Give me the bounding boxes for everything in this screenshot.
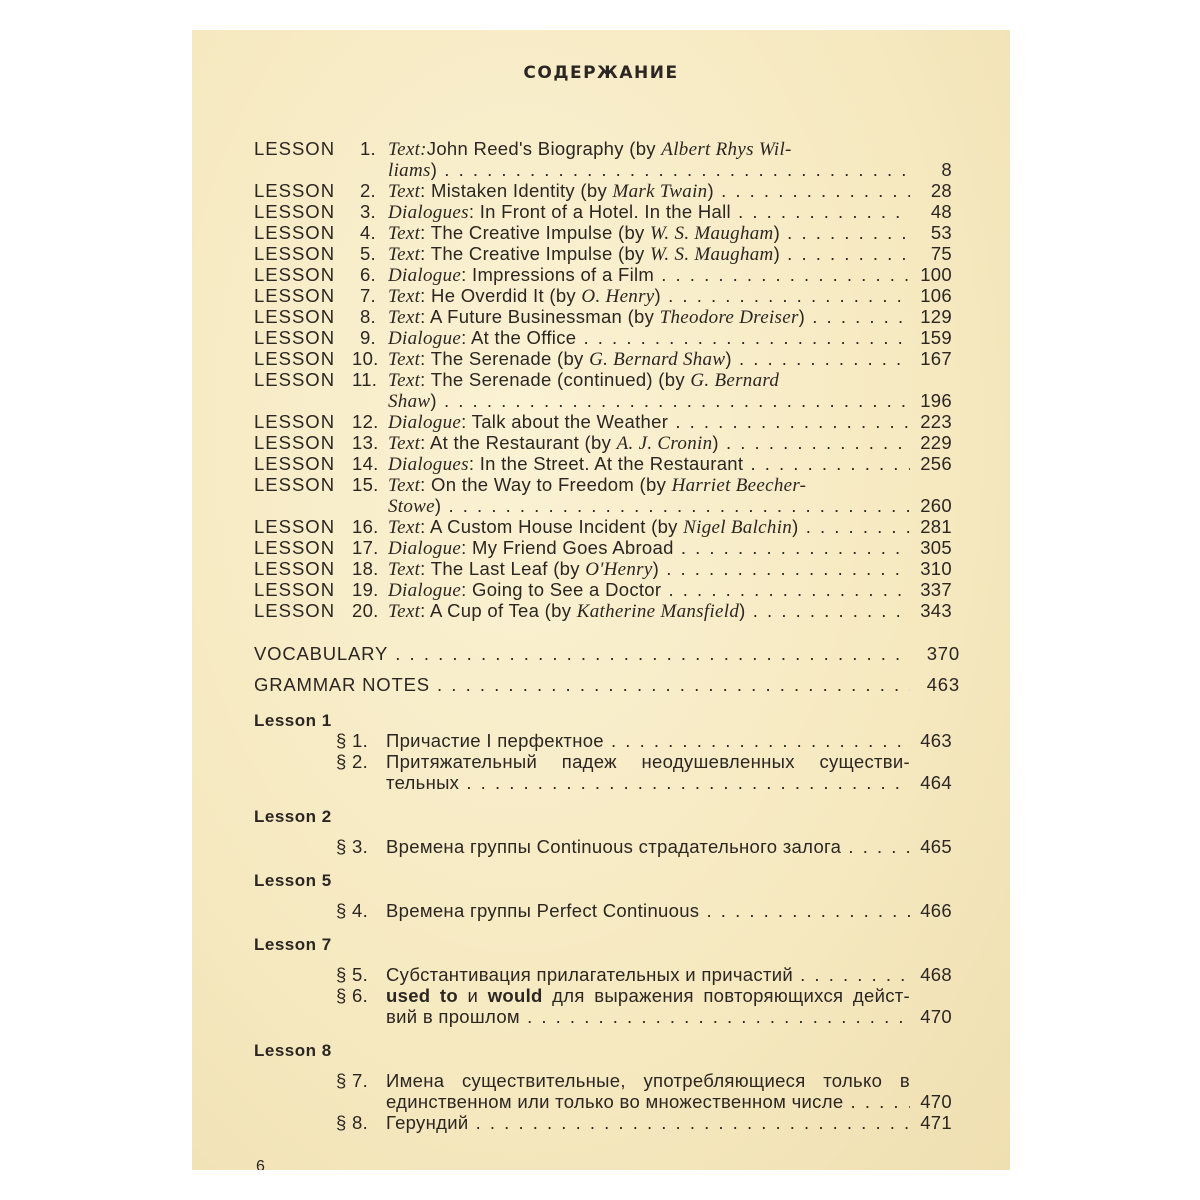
- lesson-entry[interactable]: [192, 306, 1010, 328]
- lesson-entry[interactable]: [192, 348, 1010, 370]
- lesson-label: LESSON: [254, 306, 336, 327]
- page-title: СОДЕРЖАНИЕ: [523, 63, 679, 83]
- lesson-text-tail: ): [434, 495, 442, 516]
- grammar-page: 466: [920, 900, 952, 921]
- grammar-item[interactable]: [192, 730, 1010, 752]
- grammar-item-text-continued: тельных . . .: [386, 772, 910, 794]
- lesson-text: : Impressions of a Film: [461, 264, 655, 285]
- lesson-text-tail: ): [712, 432, 719, 453]
- grammar-item-continued[interactable]: [192, 1006, 1010, 1028]
- lesson-title: [388, 327, 910, 350]
- lesson-title: [388, 537, 910, 560]
- lesson-label: LESSON: [254, 138, 336, 159]
- lesson-entry[interactable]: [192, 558, 1010, 580]
- lesson-text-tail: ): [430, 390, 437, 411]
- lesson-number: 11.: [352, 369, 378, 390]
- grammar-item[interactable]: [192, 751, 1010, 773]
- lesson-page: 223: [920, 411, 952, 432]
- lesson-entry[interactable]: [192, 537, 1010, 559]
- lesson-text: : A Future Businessman (by: [420, 306, 660, 327]
- section-page: 463: [926, 674, 960, 695]
- lesson-kind: Text: [388, 517, 421, 538]
- lesson-label: LESSON: [254, 264, 336, 285]
- lesson-page: 256: [920, 453, 952, 474]
- lesson-text-tail: ): [430, 159, 438, 180]
- grammar-item-continued[interactable]: [192, 772, 1010, 794]
- lesson-author: Mark Twain: [612, 181, 708, 202]
- grammar-bold-term: would: [487, 985, 543, 1006]
- lesson-label: LESSON: [254, 432, 336, 453]
- lesson-entry[interactable]: [192, 474, 1010, 496]
- lesson-kind: Text: [388, 223, 421, 244]
- lesson-title: [388, 306, 910, 329]
- lesson-label: LESSON: [254, 222, 336, 243]
- lesson-kind: Dialogue: [388, 265, 462, 286]
- section-page: 370: [926, 643, 960, 664]
- lesson-text-tail: ): [773, 222, 781, 243]
- lesson-text-tail: ): [654, 285, 661, 306]
- lesson-text: : The Creative Impulse (by: [420, 243, 651, 264]
- lesson-entry[interactable]: [192, 516, 1010, 538]
- lesson-text: : In Front of a Hotel. In the Hall: [468, 201, 731, 222]
- grammar-lesson-heading: Lesson 7: [254, 935, 332, 954]
- lesson-page: 196: [920, 390, 952, 411]
- lesson-title: [388, 222, 910, 245]
- lesson-entry[interactable]: [192, 579, 1010, 601]
- lesson-kind: Dialogue: [388, 580, 462, 601]
- grammar-item[interactable]: [192, 1070, 1010, 1092]
- section-label: GRAMMAR NOTES . . .: [254, 674, 910, 696]
- lesson-author: W. S. Maugham: [650, 244, 774, 265]
- lesson-number: 13.: [352, 432, 379, 453]
- lesson-author: A. J. Cronin: [616, 433, 713, 454]
- lesson-author: G. Bernard Shaw: [589, 349, 726, 370]
- lesson-author: liams: [388, 160, 431, 181]
- lesson-entry-continued[interactable]: [192, 159, 1010, 181]
- lesson-title: [388, 201, 910, 224]
- lesson-page: 75: [930, 243, 952, 264]
- grammar-lesson-heading: Lesson 2: [254, 807, 332, 826]
- lesson-kind: Text: [388, 181, 421, 202]
- lesson-number: 14.: [352, 453, 379, 474]
- lesson-text: : At the Restaurant (by: [420, 432, 617, 453]
- lesson-number: 2.: [359, 180, 376, 201]
- lesson-text-tail: ): [707, 180, 714, 201]
- lesson-page: 260: [920, 495, 952, 516]
- lesson-text-tail: ): [792, 516, 799, 537]
- lesson-number: 7.: [359, 285, 376, 306]
- lesson-text-tail: ): [798, 306, 806, 327]
- lesson-title-continued: [388, 390, 910, 413]
- lesson-entry[interactable]: [192, 201, 1010, 223]
- section-entry[interactable]: [254, 674, 974, 696]
- page-number: 6: [256, 1158, 265, 1170]
- grammar-item-text: [386, 985, 910, 1007]
- lesson-number: 1.: [359, 138, 376, 159]
- lesson-text-tail: ): [739, 600, 746, 621]
- lesson-text: : Going to See a Doctor: [461, 579, 662, 600]
- grammar-page: 471: [920, 1112, 952, 1133]
- lesson-title: [388, 432, 910, 455]
- grammar-item[interactable]: [192, 985, 1010, 1007]
- lesson-entry[interactable]: [192, 411, 1010, 433]
- lesson-text-tail: ): [773, 243, 781, 264]
- paragraph-number: § 1.: [336, 730, 369, 751]
- grammar-page: 464: [920, 772, 952, 793]
- lesson-title-continued: [388, 495, 910, 518]
- grammar-page: 465: [920, 836, 952, 857]
- grammar-item-text-continued: единственном или только во множественном числе . . .: [386, 1091, 910, 1113]
- lesson-number: 10.: [352, 348, 379, 369]
- lesson-entry[interactable]: [192, 285, 1010, 307]
- grammar-page: 463: [920, 730, 952, 751]
- lesson-number: 6.: [359, 264, 376, 285]
- lesson-kind: Dialogue: [388, 538, 462, 559]
- lesson-text: : A Cup of Tea (by: [420, 600, 577, 621]
- grammar-item[interactable]: [192, 964, 1010, 986]
- lesson-title: [388, 474, 910, 497]
- lesson-kind: Text: [388, 286, 421, 307]
- lesson-author: W. S. Maugham: [650, 223, 774, 244]
- lesson-number: 16.: [352, 516, 379, 537]
- lesson-text: : The Creative Impulse (by: [420, 222, 651, 243]
- lesson-label: LESSON: [254, 411, 336, 432]
- grammar-item-text: [386, 751, 910, 773]
- lesson-page: 337: [920, 579, 952, 600]
- lesson-number: 19.: [352, 579, 379, 600]
- lesson-text: : Talk about the Weather: [461, 411, 669, 432]
- lesson-page: 53: [930, 222, 952, 243]
- lesson-text: : He Overdid It (by: [420, 285, 582, 306]
- grammar-item-text: Времена группы Continuous страдательного залога . . .: [386, 836, 910, 858]
- lesson-page: 100: [920, 264, 952, 285]
- book-page: [192, 30, 1010, 1170]
- grammar-text: для выражения повторяющихся дейст-: [542, 985, 911, 1006]
- grammar-text: Имена существительные, употребляющиеся только в: [386, 1070, 910, 1091]
- lesson-author: Albert Rhys Wil-: [661, 139, 792, 160]
- lesson-title: [388, 264, 910, 287]
- lesson-title: [388, 348, 910, 371]
- lesson-page: 167: [920, 348, 952, 369]
- lesson-text: : The Last Leaf (by: [420, 558, 586, 579]
- lesson-number: 8.: [359, 306, 376, 327]
- lesson-text: : At the Office: [461, 327, 577, 348]
- grammar-page: 470: [920, 1091, 952, 1112]
- lesson-label: LESSON: [254, 600, 336, 621]
- lesson-entry[interactable]: [192, 600, 1010, 622]
- lesson-kind: Text: [388, 244, 421, 265]
- grammar-lesson-heading: Lesson 8: [254, 1041, 332, 1060]
- lesson-author: Shaw: [388, 391, 431, 412]
- lesson-number: 20.: [352, 600, 379, 621]
- lesson-author: Nigel Balchin: [683, 517, 793, 538]
- lesson-number: 4.: [359, 222, 376, 243]
- lesson-kind: Text: [388, 433, 421, 454]
- lesson-text-tail: ): [652, 558, 660, 579]
- paragraph-number: § 2.: [336, 751, 369, 772]
- lesson-entry[interactable]: [192, 138, 1010, 160]
- lesson-text: : The Serenade (continued) (by: [420, 369, 691, 390]
- grammar-item-continued[interactable]: [192, 1091, 1010, 1113]
- lesson-number: 15.: [352, 474, 379, 495]
- lesson-text: John Reed's Biography (by: [426, 138, 662, 159]
- lesson-kind: Dialogues: [388, 202, 469, 223]
- lesson-kind: Text: [388, 601, 421, 622]
- lesson-entry-continued[interactable]: [192, 495, 1010, 517]
- paragraph-number: § 7.: [336, 1070, 369, 1091]
- paragraph-number: § 4.: [336, 900, 369, 921]
- lesson-label: LESSON: [254, 579, 336, 600]
- lesson-kind: Text:: [388, 139, 427, 160]
- lesson-number: 3.: [359, 201, 376, 222]
- lesson-label: LESSON: [254, 201, 336, 222]
- section-label: VOCABULARY . . .: [254, 643, 910, 665]
- lesson-label: LESSON: [254, 474, 336, 495]
- lesson-number: 18.: [352, 558, 379, 579]
- lesson-text: : In the Street. At the Restaurant: [468, 453, 744, 474]
- lesson-title: [388, 369, 910, 392]
- lesson-label: LESSON: [254, 369, 336, 390]
- lesson-entry[interactable]: [192, 369, 1010, 391]
- grammar-item[interactable]: [192, 900, 1010, 922]
- lesson-label: LESSON: [254, 327, 336, 348]
- lesson-kind: Dialogue: [388, 328, 462, 349]
- lesson-title: [388, 453, 910, 476]
- lesson-author: Harriet Beecher-: [671, 475, 807, 496]
- lesson-text: : A Custom House Incident (by: [420, 516, 684, 537]
- lesson-page: 229: [920, 432, 952, 453]
- grammar-text: и: [457, 985, 488, 1006]
- lesson-text: : Mistaken Identity (by: [420, 180, 613, 201]
- lesson-author: O'Henry: [585, 559, 653, 580]
- lesson-page: 8: [941, 159, 952, 180]
- lesson-text: : My Friend Goes Abroad: [461, 537, 674, 558]
- lesson-kind: Text: [388, 559, 421, 580]
- grammar-item-text: Причастие I перфектное . . .: [386, 730, 910, 752]
- lesson-label: LESSON: [254, 558, 336, 579]
- lesson-kind: Text: [388, 349, 421, 370]
- lesson-number: 12.: [352, 411, 379, 432]
- lesson-title: [388, 516, 910, 539]
- grammar-item[interactable]: [192, 1112, 1010, 1134]
- lesson-title-continued: [388, 159, 910, 182]
- grammar-item-text: Герундий . . .: [386, 1112, 910, 1134]
- lesson-kind: Dialogue: [388, 412, 462, 433]
- lesson-text: : On the Way to Freedom (by: [420, 474, 672, 495]
- lesson-kind: Dialogues: [388, 454, 469, 475]
- lesson-page: 343: [920, 600, 952, 621]
- lesson-page: 48: [930, 201, 952, 222]
- lesson-entry[interactable]: [192, 243, 1010, 265]
- lesson-entry[interactable]: [192, 180, 1010, 202]
- lesson-entry[interactable]: [192, 222, 1010, 244]
- lesson-label: LESSON: [254, 348, 336, 369]
- paragraph-number: § 6.: [336, 985, 369, 1006]
- lesson-entry[interactable]: [192, 453, 1010, 475]
- lesson-title: [388, 411, 910, 434]
- lesson-page: 305: [920, 537, 952, 558]
- lesson-title: [388, 243, 910, 266]
- lesson-page: 310: [920, 558, 952, 579]
- lesson-author: Stowe: [388, 496, 435, 517]
- paragraph-number: § 5.: [336, 964, 369, 985]
- grammar-page: 470: [920, 1006, 952, 1027]
- lesson-author: G. Bernard: [690, 370, 780, 391]
- lesson-label: LESSON: [254, 453, 336, 474]
- lesson-text: : The Serenade (by: [420, 348, 590, 369]
- lesson-label: LESSON: [254, 285, 336, 306]
- paragraph-number: § 8.: [336, 1112, 369, 1133]
- lesson-title: [388, 558, 910, 581]
- lesson-entry[interactable]: [192, 432, 1010, 454]
- grammar-item-text: Времена группы Perfect Continuous . . .: [386, 900, 910, 922]
- lesson-title: [388, 579, 910, 602]
- lesson-title: [388, 600, 910, 623]
- lesson-kind: Text: [388, 475, 421, 496]
- lesson-label: LESSON: [254, 516, 336, 537]
- lesson-title: [388, 138, 910, 161]
- lesson-page: 281: [920, 516, 952, 537]
- grammar-bold-term: used to: [386, 985, 458, 1006]
- lesson-page: 159: [920, 327, 952, 348]
- lesson-kind: Text: [388, 370, 421, 391]
- lesson-entry[interactable]: [192, 264, 1010, 286]
- lesson-entry-continued[interactable]: [192, 390, 1010, 412]
- section-entry[interactable]: [254, 643, 974, 665]
- grammar-page: 468: [920, 964, 952, 985]
- grammar-item-text-continued: вий в прошлом . . .: [386, 1006, 910, 1028]
- grammar-lesson-heading: Lesson 5: [254, 871, 332, 890]
- lesson-page: 106: [920, 285, 952, 306]
- lesson-title: [388, 180, 910, 203]
- lesson-page: 129: [920, 306, 952, 327]
- grammar-item-text: [386, 1070, 910, 1092]
- lesson-label: LESSON: [254, 180, 336, 201]
- lesson-author: O. Henry: [581, 286, 655, 307]
- lesson-number: 9.: [359, 327, 376, 348]
- lesson-author: Katherine Mansfield: [576, 601, 740, 622]
- lesson-title: [388, 285, 910, 308]
- lesson-label: LESSON: [254, 243, 336, 264]
- lesson-entry[interactable]: [192, 327, 1010, 349]
- grammar-item[interactable]: [192, 836, 1010, 858]
- lesson-label: LESSON: [254, 537, 336, 558]
- grammar-text: Притяжательный падеж неодушевленных существи-: [386, 751, 910, 772]
- lesson-text-tail: ): [725, 348, 732, 369]
- lesson-number: 17.: [352, 537, 379, 558]
- lesson-number: 5.: [359, 243, 376, 264]
- paragraph-number: § 3.: [336, 836, 369, 857]
- grammar-lesson-heading: Lesson 1: [254, 711, 332, 730]
- grammar-item-text: Субстантивация прилагательных и причастий . . .: [386, 964, 910, 986]
- lesson-page: 28: [930, 180, 952, 201]
- lesson-author: Theodore Dreiser: [659, 307, 799, 328]
- lesson-kind: Text: [388, 307, 421, 328]
